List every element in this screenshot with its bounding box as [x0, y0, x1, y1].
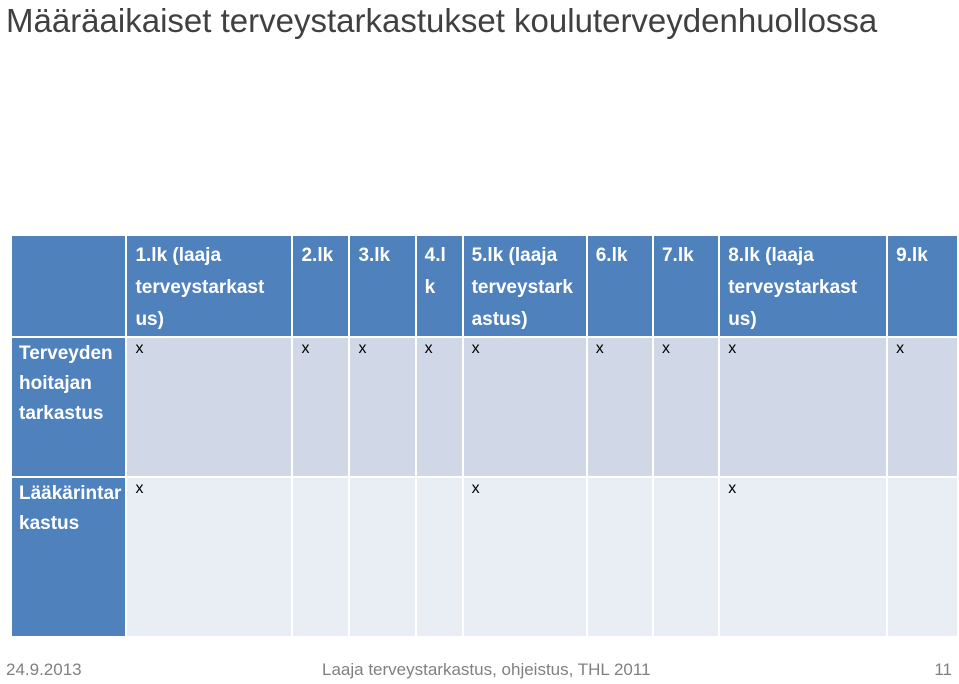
slide-title: Määräaikaiset terveystarkastukset kouluterveydenhuollossa — [6, 2, 878, 39]
column-header: 2.lk — [292, 235, 349, 337]
table-cell: x — [126, 337, 292, 477]
table-cell: x — [887, 337, 958, 477]
column-header: 4.l k — [416, 235, 463, 337]
table-cell — [653, 477, 719, 637]
table-corner-cell — [11, 235, 126, 337]
table-cell: x — [463, 477, 587, 637]
column-header: 6.lk — [587, 235, 653, 337]
table-cell — [416, 477, 463, 637]
table-cell: x — [653, 337, 719, 477]
table-cell: x — [587, 337, 653, 477]
row-header: Terveyden hoitajan tarkastus — [11, 337, 126, 477]
table-cell — [887, 477, 958, 637]
table-cell: x — [719, 477, 887, 637]
column-header: 5.lk (laaja terveystark astus) — [463, 235, 587, 337]
column-header: 1.lk (laaja terveystarkast us) — [126, 235, 292, 337]
table-cell — [587, 477, 653, 637]
footer-source: Laaja terveystarkastus, ohjeistus, THL 2011 — [322, 660, 651, 679]
column-header: 8.lk (laaja terveystarkast us) — [719, 235, 887, 337]
table-row — [11, 477, 958, 637]
table-row — [11, 337, 958, 477]
table-cell: x — [416, 337, 463, 477]
table-cell: x — [719, 337, 887, 477]
row-header: Lääkärintar kastus — [11, 477, 126, 637]
column-header: 3.lk — [349, 235, 415, 337]
table-cell: x — [349, 337, 415, 477]
table-cell — [292, 477, 349, 637]
column-header: 9.lk — [887, 235, 958, 337]
column-header: 7.lk — [653, 235, 719, 337]
table-header-row — [11, 235, 958, 337]
checkup-schedule-table — [10, 234, 959, 638]
table-cell: x — [292, 337, 349, 477]
table-cell: x — [463, 337, 587, 477]
table-cell — [349, 477, 415, 637]
footer-date: 24.9.2013 — [6, 660, 82, 679]
table-cell: x — [126, 477, 292, 637]
page-number: 11 — [934, 660, 952, 679]
